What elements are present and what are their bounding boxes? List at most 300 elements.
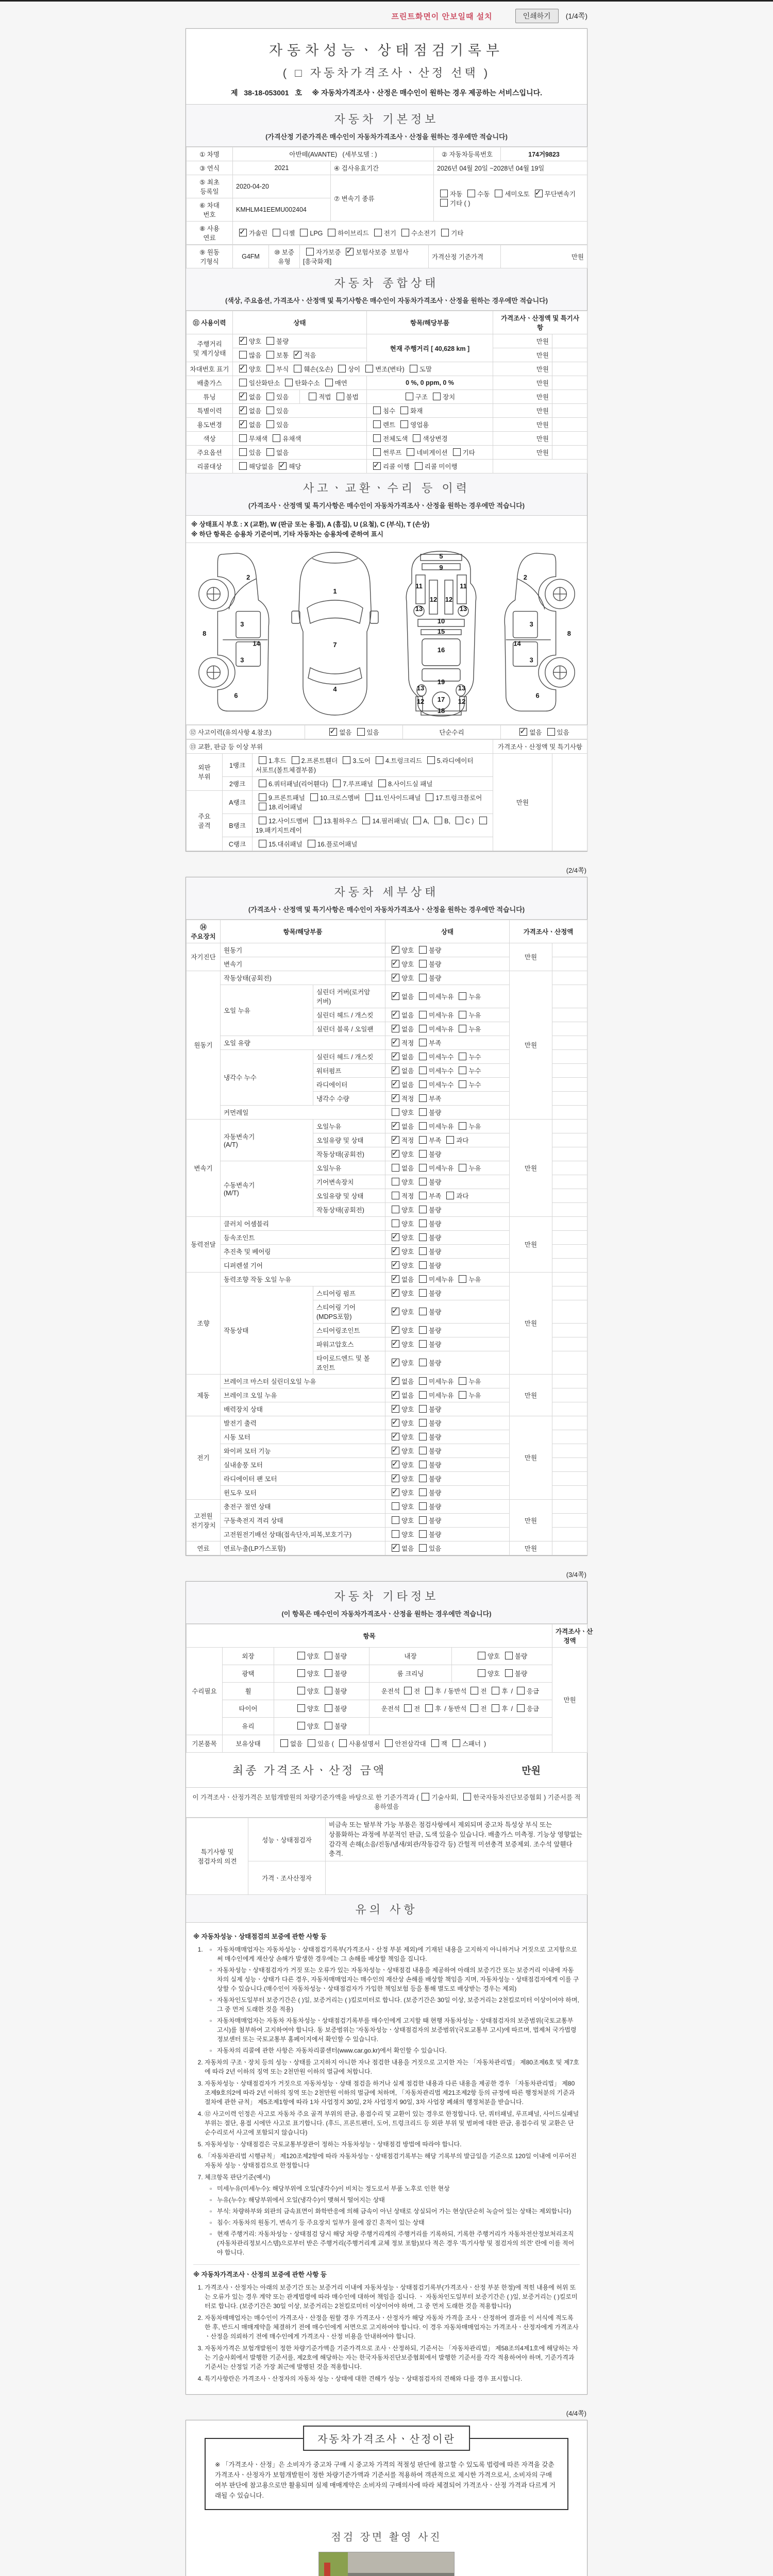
checkbox[interactable] xyxy=(373,420,381,428)
checkbox[interactable] xyxy=(392,1178,399,1185)
checkbox[interactable] xyxy=(266,420,274,428)
checkbox[interactable] xyxy=(392,1340,399,1348)
checkbox[interactable] xyxy=(239,406,247,414)
state-cell xyxy=(385,1499,510,1513)
checkbox[interactable] xyxy=(239,420,247,428)
state-cell xyxy=(385,985,510,1008)
checkbox[interactable] xyxy=(419,1136,427,1144)
checkbox[interactable] xyxy=(297,1669,305,1677)
checkbox[interactable] xyxy=(419,1308,427,1315)
checkbox-label: C ) xyxy=(465,817,474,825)
checkbox[interactable] xyxy=(392,1405,399,1413)
checkbox[interactable] xyxy=(517,1687,525,1694)
diagram-zone-number: 12 xyxy=(458,697,465,705)
checkbox[interactable] xyxy=(292,756,299,764)
checkbox[interactable] xyxy=(266,351,274,359)
checkbox[interactable] xyxy=(329,728,337,736)
checkbox[interactable] xyxy=(446,1136,454,1144)
checkbox[interactable] xyxy=(459,1053,466,1060)
checkbox[interactable] xyxy=(459,1066,466,1074)
checkbox[interactable] xyxy=(392,1488,399,1496)
checkbox[interactable] xyxy=(325,1652,332,1659)
checkbox[interactable] xyxy=(419,1377,427,1385)
checkbox[interactable] xyxy=(459,1122,466,1130)
checkbox[interactable] xyxy=(419,1108,427,1116)
checkbox[interactable] xyxy=(392,1164,399,1172)
checkbox[interactable] xyxy=(325,1704,332,1712)
price-unit-cell: 만원 xyxy=(510,1216,552,1272)
price-entry-cell xyxy=(552,1485,587,1499)
checkbox[interactable] xyxy=(419,1080,427,1088)
state-cell xyxy=(385,1077,510,1091)
checkbox[interactable] xyxy=(459,992,466,1000)
car-name: 아반떼(AVANTE) xyxy=(289,151,338,158)
checkbox[interactable] xyxy=(333,779,341,787)
checkbox-label: 구조 xyxy=(415,394,428,401)
checkbox[interactable] xyxy=(239,337,247,345)
panel-price-col: 가격조사ㆍ산정액 및 특기사항 xyxy=(493,739,587,753)
checkbox[interactable] xyxy=(239,434,247,442)
checkbox[interactable] xyxy=(362,817,370,824)
checkbox[interactable] xyxy=(392,1080,399,1088)
price-entry-cell xyxy=(552,1091,587,1105)
checkbox[interactable] xyxy=(325,1687,332,1694)
checkbox[interactable] xyxy=(279,462,287,470)
item-cell: 0 %, 0 ppm, 0 % xyxy=(367,376,493,390)
checkbox[interactable] xyxy=(266,393,274,400)
checkbox[interactable] xyxy=(404,1704,412,1712)
repair-item-label: 타이어 xyxy=(223,1700,274,1717)
checkbox-label: 불량 xyxy=(429,1262,442,1269)
checkbox-label: 16.플로어패널 xyxy=(317,840,358,848)
checkbox-label: 불량 xyxy=(429,1290,442,1297)
inspection-label: ④ 검사유효기간 xyxy=(331,161,434,175)
checkbox[interactable] xyxy=(459,1275,466,1283)
checkbox[interactable] xyxy=(392,1289,399,1297)
notice-bullet: ▫ 1. 자동차매매업자는 자동차성능ㆍ상태점검기록부(가격조사ㆍ산정 부분 제외)에 기재된 내용을 고지하지 아니하거나 거짓으로 고지함으로써 매수인에게 재산상 손해가 발생한 경우에는 그 손해를 배상할 책임을 집니다. xyxy=(217,1945,580,1963)
checkbox[interactable] xyxy=(309,393,316,400)
table-row xyxy=(187,1717,587,1735)
checkbox[interactable] xyxy=(392,1326,399,1334)
checkbox[interactable] xyxy=(479,817,487,824)
checkbox[interactable] xyxy=(346,248,354,256)
state-cell xyxy=(385,1541,510,1555)
checkbox[interactable] xyxy=(431,1739,439,1747)
checkbox-label: 불량 xyxy=(429,974,442,982)
checkbox[interactable] xyxy=(373,448,381,456)
checkbox[interactable] xyxy=(459,1080,466,1088)
checkbox[interactable] xyxy=(441,229,449,236)
checkbox-label: 부족 xyxy=(429,1137,442,1144)
checkbox-label: 양호 xyxy=(401,1290,414,1297)
checkbox-label: 불량 xyxy=(429,1419,442,1427)
checkbox[interactable] xyxy=(392,1275,399,1283)
checkbox[interactable] xyxy=(419,1475,427,1482)
checkbox[interactable] xyxy=(266,365,274,372)
item-cell: 윈도우 모터 xyxy=(221,1485,385,1499)
checkbox[interactable] xyxy=(392,1419,399,1427)
checkbox[interactable] xyxy=(357,728,365,736)
checkbox[interactable] xyxy=(440,190,448,197)
checkbox[interactable] xyxy=(478,1652,485,1659)
checkbox[interactable] xyxy=(392,1475,399,1482)
checkbox[interactable] xyxy=(419,1150,427,1158)
checkbox[interactable] xyxy=(392,1219,399,1227)
checkbox[interactable] xyxy=(459,1164,466,1172)
checkbox[interactable] xyxy=(392,1516,399,1524)
checkbox[interactable] xyxy=(392,1530,399,1538)
checkbox-label: 침수 xyxy=(383,408,396,415)
checkbox[interactable] xyxy=(385,1739,393,1747)
checkbox[interactable] xyxy=(427,756,435,764)
price-entry-cell xyxy=(552,1513,587,1527)
checkbox[interactable] xyxy=(310,793,318,801)
checkbox[interactable] xyxy=(259,779,266,787)
checkbox-label: 보통 xyxy=(276,352,289,359)
simple-repair-state xyxy=(501,725,587,739)
usage-label: 용도변경 xyxy=(187,418,233,432)
notice-item: 3. 자동차가격은 보험개발원이 정한 차량기준가액을 기준가격으로 조사ㆍ산정하되, 기준서는 「자동차관리법」 제58조의4제1호에 해당하는 자는 기술사회에서 발행한 기준서를, 제2호에 해당하는 자는 한국자동차진단보증협회에서 발행한 기준서를 각각 적용하여야 하며, 기준가격과 기준서는 산정일 기준 가장 최근에 발행된 것을 적용합니다. xyxy=(205,2344,580,2371)
checkbox[interactable] xyxy=(294,365,301,372)
checkbox[interactable] xyxy=(373,434,381,442)
subitem-cell: 오일유량 및 상태 xyxy=(313,1189,385,1202)
checkbox[interactable] xyxy=(392,1108,399,1116)
notice-item xyxy=(205,1945,580,2055)
checkbox[interactable] xyxy=(410,365,417,372)
checkbox[interactable] xyxy=(519,728,527,736)
checkbox[interactable] xyxy=(239,365,247,372)
checkbox[interactable] xyxy=(419,1025,427,1032)
price-unit-cell: 만원 xyxy=(493,362,552,376)
section-basic-info-header xyxy=(186,105,587,147)
checkbox[interactable] xyxy=(392,1359,399,1366)
section-notices-header xyxy=(186,1895,587,1923)
subitem-cell: 라디에이터 xyxy=(313,1077,385,1091)
checkbox-label: 3.도어 xyxy=(352,757,371,765)
checkbox[interactable] xyxy=(459,1391,466,1399)
checkbox[interactable] xyxy=(400,406,408,414)
checkbox[interactable] xyxy=(492,1687,499,1694)
checkbox[interactable] xyxy=(419,1122,427,1130)
checkbox[interactable] xyxy=(308,1739,315,1747)
checkbox[interactable] xyxy=(419,1461,427,1468)
checkbox[interactable] xyxy=(453,448,461,456)
checkbox[interactable] xyxy=(419,946,427,954)
checkbox[interactable] xyxy=(300,229,308,236)
checkbox[interactable] xyxy=(505,1652,513,1659)
section-accident-header xyxy=(186,473,587,516)
checkbox[interactable] xyxy=(239,379,247,386)
checkbox[interactable] xyxy=(259,817,266,824)
checkbox[interactable] xyxy=(325,379,333,386)
checkbox[interactable] xyxy=(419,1094,427,1102)
checkbox[interactable] xyxy=(392,974,399,981)
subitem-cell: 냉각수 수량 xyxy=(313,1091,385,1105)
checkbox[interactable] xyxy=(425,1704,433,1712)
checkbox[interactable] xyxy=(392,1192,399,1199)
checkbox[interactable] xyxy=(239,462,247,470)
checkbox[interactable] xyxy=(419,1419,427,1427)
page-indicator: (1/4쪽) xyxy=(565,12,587,20)
checkbox-label: 불량 xyxy=(429,946,442,954)
checkbox[interactable] xyxy=(492,1704,499,1712)
checkbox[interactable] xyxy=(273,434,280,442)
checkbox[interactable] xyxy=(459,1011,466,1019)
checkbox[interactable] xyxy=(392,946,399,954)
checkbox[interactable] xyxy=(306,248,314,256)
checkbox[interactable] xyxy=(419,1516,427,1524)
checkbox[interactable] xyxy=(478,1669,485,1677)
checkbox[interactable] xyxy=(392,1433,399,1440)
state-cell xyxy=(385,1471,510,1485)
checkbox[interactable] xyxy=(239,393,247,400)
checkbox[interactable] xyxy=(392,1094,399,1102)
checkbox[interactable] xyxy=(419,1405,427,1413)
section-accident-title: 사고ㆍ교환ㆍ수리 등 이력 xyxy=(303,482,470,495)
checkbox[interactable] xyxy=(392,1039,399,1046)
checkbox[interactable] xyxy=(365,793,373,801)
checkbox[interactable] xyxy=(419,1502,427,1510)
checkbox[interactable] xyxy=(419,1391,427,1399)
diagram-zone-number: 1 xyxy=(332,587,337,595)
checkbox[interactable] xyxy=(419,1178,427,1185)
checkbox[interactable] xyxy=(280,1739,288,1747)
checkbox[interactable] xyxy=(392,1011,399,1019)
opinion-table xyxy=(186,1818,587,1895)
checkbox[interactable] xyxy=(440,199,448,207)
checkbox[interactable] xyxy=(419,1164,427,1172)
checkbox[interactable] xyxy=(419,1340,427,1348)
checkbox-label: 양호 xyxy=(401,1419,414,1427)
checkbox[interactable] xyxy=(259,840,266,848)
checkbox[interactable] xyxy=(419,974,427,981)
price-entry-cell xyxy=(552,1063,587,1077)
checkbox[interactable] xyxy=(470,1687,478,1694)
checkbox[interactable] xyxy=(456,817,463,824)
checkbox[interactable] xyxy=(294,351,301,359)
checkbox-label: 양호 xyxy=(401,1531,414,1538)
checkbox[interactable] xyxy=(419,1544,427,1552)
document-title-block xyxy=(186,29,587,105)
checkbox[interactable] xyxy=(407,448,414,456)
checkbox[interactable] xyxy=(419,1053,427,1060)
other-col-price: 가격조사ㆍ산 정액 xyxy=(552,1624,587,1647)
state-cell xyxy=(385,1063,510,1077)
checkbox-label: 적정 xyxy=(401,1137,414,1144)
checkbox[interactable] xyxy=(259,793,266,801)
checkbox-label: 불량 xyxy=(334,1670,347,1677)
checkbox[interactable] xyxy=(413,434,421,442)
price-entry-cell xyxy=(552,1202,587,1216)
checkbox[interactable] xyxy=(337,393,344,400)
checkbox[interactable] xyxy=(392,1025,399,1032)
checkbox[interactable] xyxy=(365,365,373,372)
empty-cell xyxy=(369,1717,552,1735)
checkbox-label: 미세누유 xyxy=(429,1011,454,1019)
checkbox-label: 색상변경 xyxy=(423,435,448,443)
checkbox-label: 훼손(오손) xyxy=(304,366,333,373)
item-cell: 클러치 어셈블리 xyxy=(221,1216,385,1230)
device-group-label: 고전원 전기장치 xyxy=(187,1499,221,1541)
checkbox[interactable] xyxy=(392,1066,399,1074)
checkbox-label: 양호 xyxy=(401,960,414,968)
notice-item: 2. 자동차매매업자는 매수인이 가격조사ㆍ산정을 원할 경우 가격조사ㆍ산정자가 해당 자동차 가격을 조사ㆍ산정하여 결과를 이 서식에 적도록 한 후, 반드시 매매계약을 체결하기 전에 매수인에게 서면으로 고지하여야 합니다. 이 경우 자동차매매업자는 가격조사ㆍ산정자에게 가격조사ㆍ산정을 의뢰하기 전에 매수인에게 가격조사ㆍ산정 비용을 안내하여야 합니다. xyxy=(205,2313,580,2341)
checkbox[interactable] xyxy=(419,1433,427,1440)
checkbox[interactable] xyxy=(425,1687,433,1694)
checkbox[interactable] xyxy=(446,1192,454,1199)
checkbox[interactable] xyxy=(343,756,350,764)
print-button[interactable]: 인쇄하기 xyxy=(515,9,559,23)
checkbox[interactable] xyxy=(392,1136,399,1144)
checkbox[interactable] xyxy=(239,229,247,236)
checkbox[interactable] xyxy=(392,1053,399,1060)
checkbox[interactable] xyxy=(297,1652,305,1659)
checkbox[interactable] xyxy=(419,1275,427,1283)
checkbox[interactable] xyxy=(392,1206,399,1213)
checkbox[interactable] xyxy=(273,229,280,236)
checkbox[interactable] xyxy=(419,960,427,968)
checkbox[interactable] xyxy=(426,793,433,801)
notice-bullet: ▫ 누유(누수): 해당부위에서 오일(냉각수)이 맺혀서 떨어지는 상태 xyxy=(217,2195,580,2205)
state-cell xyxy=(452,1665,552,1682)
checkbox[interactable] xyxy=(413,817,421,824)
price-entry-cell xyxy=(552,753,587,851)
checkbox[interactable] xyxy=(467,190,475,197)
checkbox-label: 불량 xyxy=(429,1359,442,1367)
checkbox[interactable] xyxy=(239,448,247,456)
checkbox[interactable] xyxy=(419,1011,427,1019)
checkbox[interactable] xyxy=(419,1359,427,1366)
checkbox[interactable] xyxy=(419,1530,427,1538)
diagram-zone-number: 12 xyxy=(445,595,452,603)
checkbox[interactable] xyxy=(392,1447,399,1454)
checkbox[interactable] xyxy=(297,1704,305,1712)
panel-options xyxy=(253,790,493,814)
checkbox-label: 양호 xyxy=(307,1670,320,1677)
checkbox[interactable] xyxy=(376,756,383,764)
checkbox[interactable] xyxy=(392,1544,399,1552)
checkbox[interactable] xyxy=(297,1687,305,1694)
checkbox[interactable] xyxy=(259,803,266,810)
checkbox[interactable] xyxy=(505,1669,513,1677)
checkbox[interactable] xyxy=(374,229,382,236)
checkbox[interactable] xyxy=(419,1261,427,1269)
checkbox[interactable] xyxy=(419,1447,427,1454)
detail-col-price: 가격조사ㆍ산정액 xyxy=(510,920,587,943)
checkbox[interactable] xyxy=(325,1669,332,1677)
checkbox[interactable] xyxy=(434,817,442,824)
checkbox[interactable] xyxy=(459,1377,466,1385)
checkbox[interactable] xyxy=(392,960,399,968)
section-other-header xyxy=(186,1582,587,1624)
checkbox[interactable] xyxy=(378,779,386,787)
checkbox[interactable] xyxy=(308,840,315,848)
checkbox[interactable] xyxy=(392,1247,399,1255)
checkbox[interactable] xyxy=(547,728,555,736)
checkbox[interactable] xyxy=(392,992,399,1000)
checkbox[interactable] xyxy=(266,448,274,456)
price-entry-cell xyxy=(552,1161,587,1175)
checkbox[interactable] xyxy=(392,1377,399,1385)
checkbox[interactable] xyxy=(535,190,543,197)
section-basic-info-title: 자동차 기본정보 xyxy=(334,113,439,126)
checkbox[interactable] xyxy=(495,190,502,197)
checkbox[interactable] xyxy=(392,1233,399,1241)
checkbox[interactable] xyxy=(406,393,413,400)
checkbox[interactable] xyxy=(392,1122,399,1130)
checkbox[interactable] xyxy=(392,1461,399,1468)
checkbox[interactable] xyxy=(392,1502,399,1510)
diagram-zone-number: 3 xyxy=(529,620,533,628)
checkbox[interactable] xyxy=(314,817,322,824)
checkbox[interactable] xyxy=(373,462,381,470)
checkbox[interactable] xyxy=(325,1722,332,1730)
checkbox[interactable] xyxy=(338,365,346,372)
checkbox[interactable] xyxy=(392,1150,399,1158)
checkbox[interactable] xyxy=(392,1391,399,1399)
checkbox[interactable] xyxy=(419,1233,427,1241)
checkbox[interactable] xyxy=(401,229,409,236)
state-cell xyxy=(385,1416,510,1430)
checkbox[interactable] xyxy=(259,756,266,764)
checkbox[interactable] xyxy=(419,1219,427,1227)
checkbox[interactable] xyxy=(459,1025,466,1032)
price-entry-cell xyxy=(552,985,587,1008)
checkbox[interactable] xyxy=(415,462,423,470)
checkbox[interactable] xyxy=(419,992,427,1000)
checkbox[interactable] xyxy=(433,393,441,400)
checkbox[interactable] xyxy=(463,1793,471,1801)
section-overall-header xyxy=(186,268,587,311)
usage-label: 배출가스 xyxy=(187,376,233,390)
transmission-etc: 기타 ( ) xyxy=(450,199,470,207)
checkbox[interactable] xyxy=(419,1039,427,1046)
state-cell xyxy=(274,1735,552,1752)
diagram-zone-number: 8 xyxy=(202,629,206,637)
checkbox[interactable] xyxy=(328,229,335,236)
checkbox[interactable] xyxy=(266,406,274,414)
checkbox[interactable] xyxy=(297,1722,305,1730)
checkbox[interactable] xyxy=(400,420,408,428)
checkbox[interactable] xyxy=(419,1206,427,1213)
checkbox[interactable] xyxy=(419,1488,427,1496)
notice-item: 3. 자동차성능ㆍ상태점검자가 거짓으로 자동차성능ㆍ상태 점검을 하거나 실제 점검한 내용과 다른 내용을 제공한 경우 「자동차관리법」 제80조제9호의2에 따라 2년 이하의 징역 또는 2천만원 이하의 벌금에 처하며, 「자동차관리법 제21조제2항 등의 규정에 따른 행정처분의 기준과 절차에 관한 규칙」 제5조제1항에 따라 1차 사업정지 30일, 2차 사업정지 90일, 3차 사업장 폐쇄의 행정처분을 받습니다. xyxy=(205,2079,580,2107)
checkbox[interactable] xyxy=(517,1704,525,1712)
checkbox[interactable] xyxy=(419,1247,427,1255)
subitem-cell: 실린더 헤드 / 개스킷 xyxy=(313,1008,385,1022)
checkbox[interactable] xyxy=(404,1687,412,1694)
checkbox[interactable] xyxy=(419,1289,427,1297)
subitem-cell: 스티어링 기어(MDPS포함) xyxy=(313,1300,385,1323)
checkbox[interactable] xyxy=(392,1308,399,1315)
checkbox[interactable] xyxy=(470,1704,478,1712)
section-basic-info-note: (가격산정 기준가격은 매수인이 자동차가격조사ㆍ산정을 원하는 경우에만 적습니다) xyxy=(265,133,508,141)
checkbox-label: 양호 xyxy=(401,1475,414,1483)
checkbox[interactable] xyxy=(266,337,274,345)
checkbox[interactable] xyxy=(285,379,293,386)
checkbox[interactable] xyxy=(339,1739,347,1747)
checkbox[interactable] xyxy=(373,406,381,414)
checkbox[interactable] xyxy=(392,1261,399,1269)
checkbox[interactable] xyxy=(452,1739,460,1747)
checkbox[interactable] xyxy=(239,351,247,359)
checkbox[interactable] xyxy=(422,1793,429,1801)
record-page-2 xyxy=(186,877,587,1556)
checkbox[interactable] xyxy=(419,1066,427,1074)
photos-section-title: 점검 장면 촬영 사진 xyxy=(331,2531,442,2543)
checkbox[interactable] xyxy=(419,1192,427,1199)
checkbox[interactable] xyxy=(419,1326,427,1334)
